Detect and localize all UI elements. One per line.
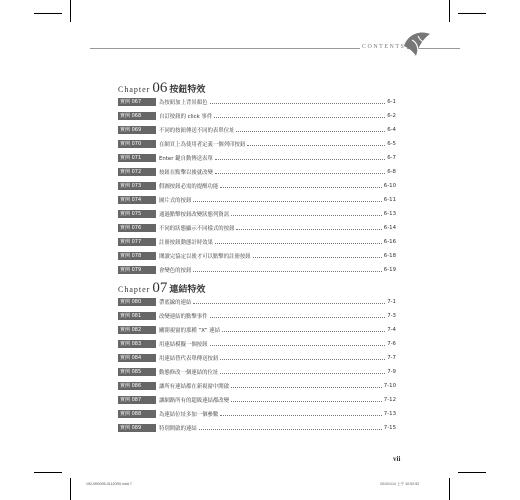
entry-page: 6-18 xyxy=(383,252,396,259)
dot-leader xyxy=(215,169,385,174)
crop-mark-bottom-left-h xyxy=(34,472,62,473)
example-badge: 實例 084 xyxy=(118,354,156,362)
dot-leader xyxy=(193,267,381,272)
example-badge: 實例 077 xyxy=(118,238,156,246)
dot-leader xyxy=(210,99,386,104)
example-badge: 實例 075 xyxy=(118,210,156,218)
contents-emblem-icon xyxy=(398,28,434,58)
toc-entry[interactable] xyxy=(118,353,396,362)
toc-entry[interactable] xyxy=(118,111,396,120)
example-badge: 實例 076 xyxy=(118,224,156,232)
entry-title: 為連結位址多加一個參數 xyxy=(159,411,219,418)
crop-mark-bottom-right-v xyxy=(449,478,450,500)
toc-entry[interactable] xyxy=(118,311,396,320)
entry-title: Enter 鍵自動傳送表單 xyxy=(159,155,213,162)
entry-page: 6-1 xyxy=(387,98,396,105)
crop-mark-bottom-left-v xyxy=(70,478,71,500)
dot-leader xyxy=(199,425,382,430)
example-badge: 實例 073 xyxy=(118,182,156,190)
dot-leader xyxy=(210,313,386,318)
toc-entry[interactable] xyxy=(118,423,396,432)
entry-page: 6-10 xyxy=(383,182,396,189)
entry-page: 7-1 xyxy=(387,298,396,305)
toc-entry[interactable] xyxy=(118,297,396,306)
entry-title: 關閉視窗的那種 “X” 連結 xyxy=(159,327,221,334)
entry-title: 假圖按鈕必需的提醒功能 xyxy=(159,183,219,190)
example-badge: 實例 081 xyxy=(118,312,156,320)
page-number: vii xyxy=(393,455,401,463)
toc-entry[interactable] xyxy=(118,167,396,176)
dot-leader xyxy=(231,383,382,388)
entry-page: 6-11 xyxy=(383,196,396,203)
toc-entry[interactable] xyxy=(118,125,396,134)
dot-leader xyxy=(220,369,385,374)
entry-title: 讓所有連結都在新視窗中開啟 xyxy=(159,383,230,390)
entry-title: 自訂按鈕的 click 事件 xyxy=(159,113,213,120)
toc-entry[interactable] xyxy=(118,367,396,376)
dot-leader xyxy=(236,225,381,230)
entry-page: 6-13 xyxy=(383,210,396,217)
example-badge: 實例 079 xyxy=(118,266,156,274)
toc-entry[interactable] xyxy=(118,251,396,260)
entry-page: 6-4 xyxy=(387,126,396,133)
dot-leader xyxy=(220,183,381,188)
dot-leader xyxy=(236,127,385,132)
toc-entry[interactable] xyxy=(118,223,396,232)
dot-leader xyxy=(220,411,381,416)
example-badge: 實例 067 xyxy=(118,98,156,106)
entry-title: 用連結替代表單傳送按鈕 xyxy=(159,355,219,362)
entry-title: 閱讀完協定以後才可以點擊的註冊按鈕 xyxy=(159,253,251,260)
entry-page: 6-14 xyxy=(383,224,396,231)
entry-page: 7-4 xyxy=(387,326,396,333)
entry-title: 在網頁上為使用者定義一個列印按鈕 xyxy=(159,141,246,148)
entry-title: 會變色的按鈕 xyxy=(159,267,192,274)
slug-file: 192-0B0095-01120R0.indd 7 xyxy=(86,482,132,486)
entry-page: 7-12 xyxy=(383,396,396,403)
entry-page: 6-5 xyxy=(387,140,396,147)
example-badge: 實例 080 xyxy=(118,298,156,306)
dot-leader xyxy=(222,327,385,332)
dot-leader xyxy=(193,299,385,304)
example-badge: 實例 082 xyxy=(118,326,156,334)
example-badge: 實例 086 xyxy=(118,382,156,390)
entry-page: 7-9 xyxy=(387,368,396,375)
entry-title: 為按鈕加上背景顏色 xyxy=(159,99,208,106)
entry-title: 圖片式的按鈕 xyxy=(159,197,192,204)
example-badge: 實例 070 xyxy=(118,140,156,148)
crop-mark-top-right-v xyxy=(449,0,450,22)
example-badge: 實例 069 xyxy=(118,126,156,134)
example-badge: 實例 083 xyxy=(118,340,156,348)
example-badge: 實例 088 xyxy=(118,410,156,418)
chapter-heading-06: Chapter 06 按鈕特效 xyxy=(118,80,206,96)
slug-datetime: 2010/1/14 上午 10:52:52 xyxy=(380,482,420,486)
example-badge: 實例 074 xyxy=(118,196,156,204)
dot-leader xyxy=(231,397,382,402)
toc-entry[interactable] xyxy=(118,139,396,148)
toc-entry[interactable] xyxy=(118,237,396,246)
entry-title: 動態修改一個連結的位址 xyxy=(159,369,219,376)
entry-title: 改變連結的點擊事件 xyxy=(159,313,208,320)
dot-leader xyxy=(214,113,385,118)
example-badge: 實例 085 xyxy=(118,368,156,376)
toc-entry[interactable] xyxy=(118,325,396,334)
entry-title: 帶底線的連結 xyxy=(159,299,192,306)
entry-page: 6-2 xyxy=(387,112,396,119)
toc-entry[interactable] xyxy=(118,339,396,348)
entry-title: 用連結模擬一個按鈕 xyxy=(159,341,208,348)
dot-leader xyxy=(215,239,382,244)
toc-entry[interactable] xyxy=(118,381,396,390)
toc-entry[interactable] xyxy=(118,409,396,418)
dot-leader xyxy=(253,253,382,258)
entry-title: 按鈕在點擊以後就改變 xyxy=(159,169,213,176)
entry-page: 6-7 xyxy=(387,154,396,161)
entry-title: 註冊按鈕動態計時效果 xyxy=(159,239,213,246)
entry-title: 不同的狀態顯示不同樣式的按鈕 xyxy=(159,225,235,232)
dot-leader xyxy=(215,155,385,160)
example-badge: 實例 071 xyxy=(118,154,156,162)
entry-page: 7-13 xyxy=(383,410,396,417)
entry-page: 6-16 xyxy=(383,238,396,245)
dot-leader xyxy=(220,355,385,360)
toc-entry[interactable] xyxy=(118,209,396,218)
dot-leader xyxy=(210,341,386,346)
chapter-heading-07: Chapter 07 連結特效 xyxy=(118,280,206,296)
toc-entry[interactable] xyxy=(118,265,396,274)
example-badge: 實例 072 xyxy=(118,168,156,176)
contents-title: CONTENTS xyxy=(362,44,406,50)
entry-page: 7-7 xyxy=(387,354,396,361)
toc-entry[interactable] xyxy=(118,181,396,190)
toc-entry[interactable] xyxy=(118,97,396,106)
toc-entry[interactable] xyxy=(118,153,396,162)
example-badge: 實例 068 xyxy=(118,112,156,120)
dot-leader xyxy=(193,197,381,202)
toc-entry[interactable] xyxy=(118,395,396,404)
dot-leader xyxy=(247,141,385,146)
entry-page: 6-19 xyxy=(383,266,396,273)
entry-title: 特別開啟的連結 xyxy=(159,425,197,432)
entry-page: 6-8 xyxy=(387,168,396,175)
entry-title: 讓網路所有的超級連結都改變 xyxy=(159,397,230,404)
entry-page: 7-3 xyxy=(387,312,396,319)
example-badge: 實例 087 xyxy=(118,396,156,404)
example-badge: 實例 078 xyxy=(118,252,156,260)
crop-mark-top-right-h xyxy=(458,13,486,14)
crop-mark-top-left-h xyxy=(34,13,62,14)
crop-mark-top-left-v xyxy=(70,0,71,22)
entry-title: 通過點擊按鈕改變狀態列資訊 xyxy=(159,211,230,218)
entry-page: 7-15 xyxy=(383,424,396,431)
entry-page: 7-6 xyxy=(387,340,396,347)
dot-leader xyxy=(231,211,382,216)
entry-title: 不同的按鈕傳送不同的表單位址 xyxy=(159,127,235,134)
crop-mark-bottom-right-h xyxy=(458,472,486,473)
entry-page: 7-10 xyxy=(383,382,396,389)
example-badge: 實例 089 xyxy=(118,424,156,432)
toc-entry[interactable] xyxy=(118,195,396,204)
